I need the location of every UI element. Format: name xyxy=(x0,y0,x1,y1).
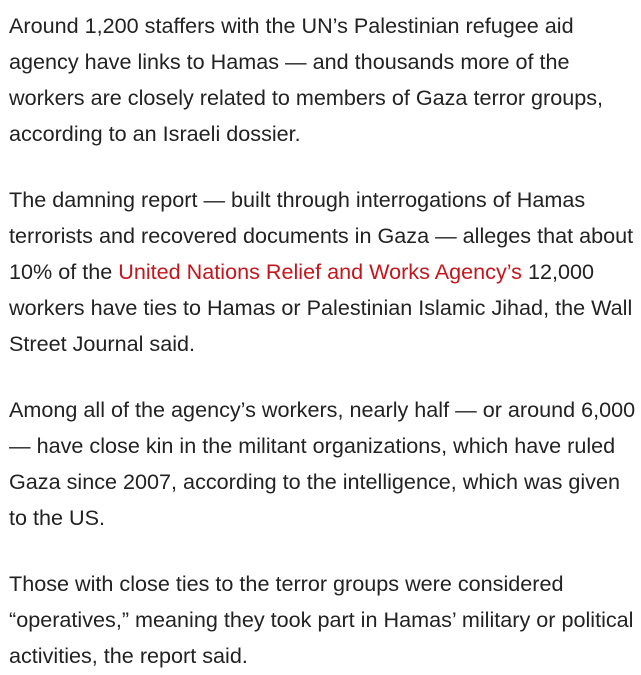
unrwa-link[interactable]: United Nations Relief and Works Agency’s xyxy=(118,259,522,284)
paragraph-2-text-before: The damning report — built through interrogations of Hamas terrorists and recovered documents in Gaza — alleges that about 10% of the xyxy=(9,187,634,284)
paragraph-3-text: Among all of the agency’s workers, nearly half — or around 6,000 — have close kin in the militant organizations, which have ruled Gaza since 2007, according to the intelligence, which was given to the US. xyxy=(9,397,636,530)
article-paragraph-4 xyxy=(9,566,641,674)
paragraph-1-text: Around 1,200 staffers with the UN’s Palestinian refugee aid agency have links to Hamas — and thousands more of the workers are closely related to members of Gaza terror groups, according to an Israeli dossier. xyxy=(9,13,604,146)
paragraph-4-text: Those with close ties to the terror groups were considered “operatives,” meaning they took part in Hamas’ military or political activities, the report said. xyxy=(9,571,634,668)
article-paragraph-1 xyxy=(9,8,641,152)
article-paragraph-2 xyxy=(9,182,641,362)
paragraph-2-text-after: 12,000 workers have ties to Hamas or Palestinian Islamic Jihad, the Wall Street Journal said. xyxy=(9,259,633,356)
article-paragraph-3 xyxy=(9,392,641,536)
